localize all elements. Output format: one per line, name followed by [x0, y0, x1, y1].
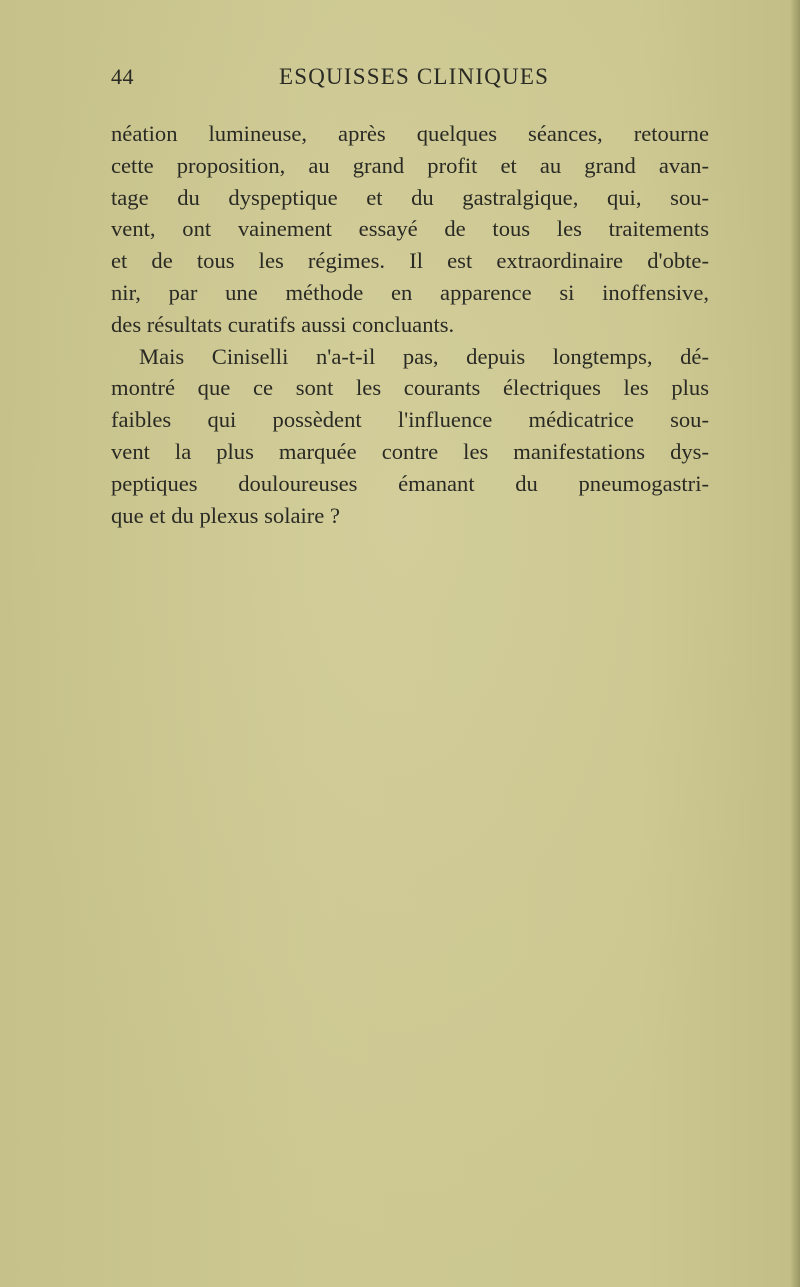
text-line: montré que ce sont les courants électriques les plus: [111, 375, 709, 401]
text-line: des résultats curatifs aussi concluants.: [111, 311, 455, 337]
text-line: peptiques douloureuses émanant du pneumogastri-: [111, 470, 709, 496]
body-text: [111, 118, 709, 531]
page-number: 44: [111, 64, 134, 89]
text-line: et de tous les régimes. Il est extraordinaire d'obte-: [111, 248, 709, 274]
text-line: vent la plus marquée contre les manifestations dys-: [111, 438, 709, 464]
text-line: néation lumineuse, après quelques séances, retourne: [111, 121, 709, 146]
text-line: nir, par une méthode en apparence si inoffensive,: [111, 279, 709, 305]
running-head: [111, 64, 709, 94]
text-line: cette proposition, au grand profit et au grand avan-: [111, 152, 709, 178]
running-title: ESQUISSES CLINIQUES: [279, 64, 550, 89]
text-line: que et du plexus solaire ?: [111, 502, 341, 528]
text-line: vent, ont vainement essayé de tous les traitements: [111, 216, 709, 242]
text-line: Mais Ciniselli n'a-t-il pas, depuis longtemps, dé-: [139, 343, 709, 369]
text-line: faibles qui possèdent l'influence médicatrice sou-: [111, 407, 709, 433]
text-line: tage du dyspeptique et du gastralgique, qui, sou-: [111, 184, 709, 210]
page-edge-shadow: [790, 0, 800, 1287]
